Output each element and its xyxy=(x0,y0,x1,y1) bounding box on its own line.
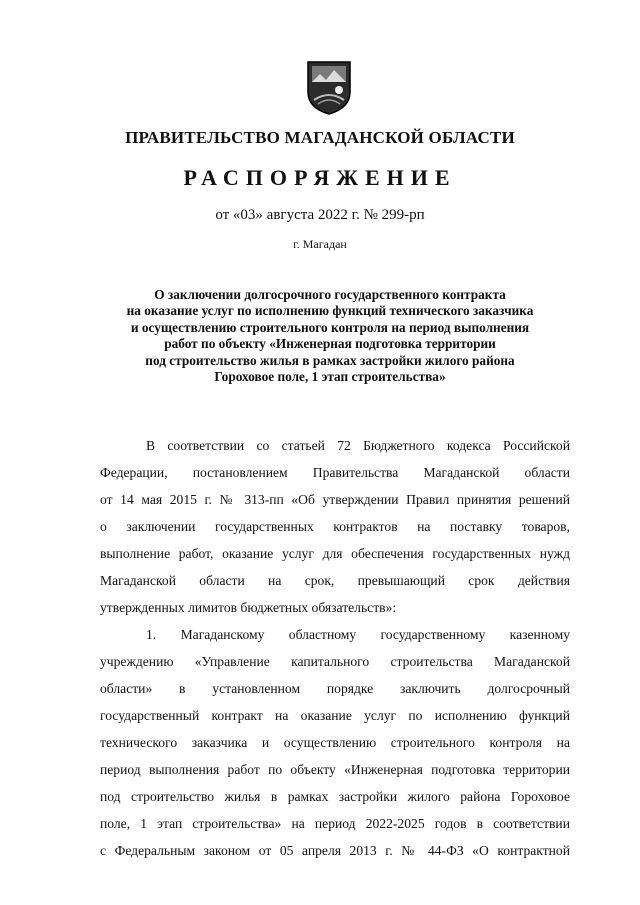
body-line: о заключении государственных контрактов на поставку товаров, xyxy=(100,519,570,534)
body-line: государственный контракт на оказание услуг по исполнению функций xyxy=(100,708,570,723)
document-body xyxy=(100,432,570,864)
title-line: работ по объекту «Инженерная подготовка территории xyxy=(164,336,496,352)
title-line: Гороховое поле, 1 этап строительства» xyxy=(214,369,446,385)
body-line: 1. Магаданскому областному государственному казенному xyxy=(146,627,570,642)
title-line: О заключении долгосрочного государственного контракта xyxy=(154,287,506,302)
document-title xyxy=(90,287,570,385)
body-line: области» в установленном порядке заключить долгосрочный xyxy=(100,681,570,696)
title-line: на оказание услуг по исполнению функций технического заказчика xyxy=(126,303,534,319)
body-line: выполнение работ, оказание услуг для обеспечения государственных нужд xyxy=(100,546,570,561)
body-line: от 14 мая 2015 г. № 313-пп «Об утверждении Правил принятия решений xyxy=(100,492,570,507)
title-line: и осуществлению строительного контроля на период выполнения xyxy=(130,319,530,335)
body-line: учреждению «Управление капитального строительства Магаданской xyxy=(100,654,570,669)
body-line: технического заказчика и осуществлению строительного контроля на xyxy=(100,735,570,750)
body-line: поле, 1 этап строительства» на период 2022-2025 годов в соответствии xyxy=(100,816,570,831)
coat-of-arms-emblem xyxy=(306,60,352,116)
body-line: В соответствии со статьей 72 Бюджетного кодекса Российской xyxy=(146,438,570,453)
document-city: г. Магадан xyxy=(293,237,347,251)
body-line: Магаданской области на срок, превышающий срок действия xyxy=(100,573,570,588)
body-line: с Федеральным законом от 05 апреля 2013 г. № 44-ФЗ «О контрактной xyxy=(100,843,570,858)
document-date-number: от «03» августа 2022 г. № 299-рп xyxy=(215,207,425,223)
title-line: под строительство жилья в рамках застройки жилого района xyxy=(145,352,515,368)
issuing-authority: ПРАВИТЕЛЬСТВО МАГАДАНСКОЙ ОБЛАСТИ xyxy=(125,128,515,147)
body-line: период выполнения работ по объекту «Инженерная подготовка территории xyxy=(100,762,570,777)
body-line: Федерации, постановлением Правительства Магаданской области xyxy=(100,465,570,480)
body-line: утвержденных лимитов бюджетных обязательств»: xyxy=(100,600,397,615)
document-type: РАСПОРЯЖЕНИЕ xyxy=(183,165,457,190)
body-line: под строительство жилья в рамках застройки жилого района Гороховое xyxy=(100,789,570,804)
